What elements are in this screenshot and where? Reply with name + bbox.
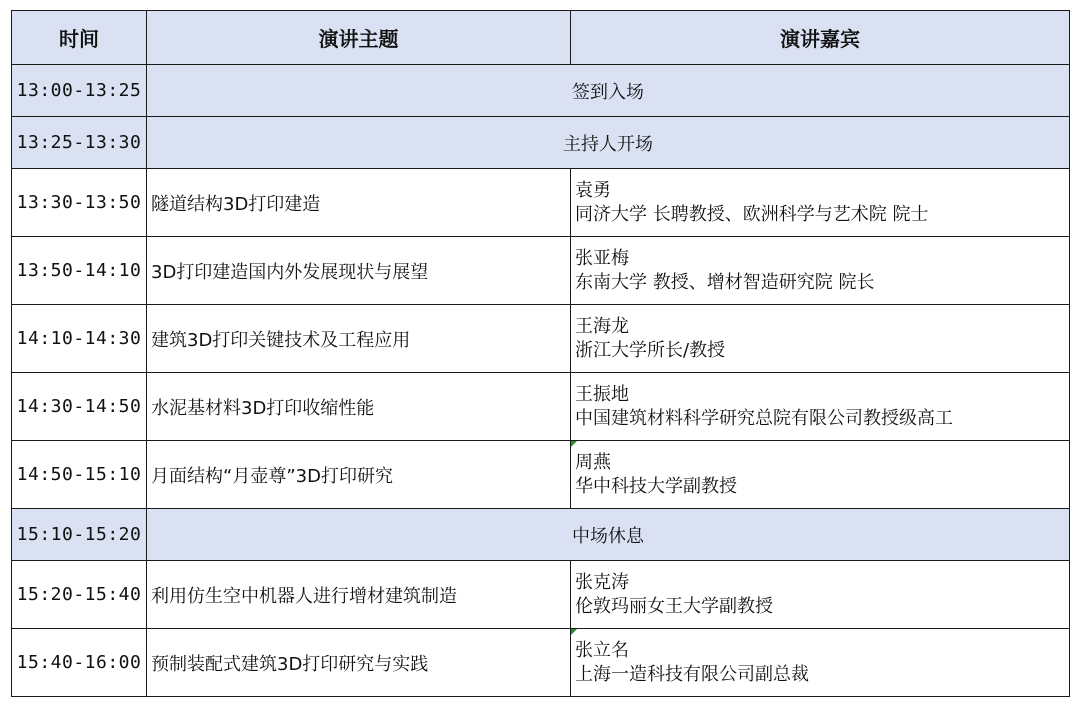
speaker-name: 王海龙 [575, 315, 629, 337]
time-cell: 14:50-15:10 [12, 441, 147, 509]
table-row [12, 237, 1070, 305]
session-cell: 签到入场 [147, 65, 1070, 117]
speaker-affiliation: 东南大学 教授、增材智造研究院 院长 [575, 271, 875, 293]
speaker-affiliation: 浙江大学所长/教授 [575, 339, 726, 361]
session-cell: 主持人开场 [147, 117, 1070, 169]
table-row [12, 373, 1070, 441]
topic-cell: 利用仿生空中机器人进行增材建筑制造 [147, 561, 571, 629]
topic-cell: 水泥基材料3D打印收缩性能 [147, 373, 571, 441]
speaker-name: 袁勇 [575, 179, 611, 201]
header-speaker: 演讲嘉宾 [571, 11, 1070, 65]
table-row [12, 629, 1070, 697]
session-cell: 中场休息 [147, 509, 1070, 561]
agenda-table [11, 10, 1070, 697]
speaker-name: 王振地 [575, 383, 629, 405]
speaker-name: 张亚梅 [575, 247, 629, 269]
speaker-cell [571, 305, 1070, 373]
time-cell: 15:20-15:40 [12, 561, 147, 629]
table-row [12, 169, 1070, 237]
header-row [12, 11, 1070, 65]
speaker-cell [571, 561, 1070, 629]
header-time: 时间 [12, 11, 147, 65]
topic-cell: 预制装配式建筑3D打印研究与实践 [147, 629, 571, 697]
table-row [12, 305, 1070, 373]
time-cell: 13:50-14:10 [12, 237, 147, 305]
cell-comment-flag-icon [571, 441, 577, 447]
speaker-cell [571, 169, 1070, 237]
speaker-cell [571, 237, 1070, 305]
speaker-cell [571, 441, 1070, 509]
time-cell: 13:00-13:25 [12, 65, 147, 117]
table-row-checkin [12, 65, 1070, 117]
time-cell: 14:10-14:30 [12, 305, 147, 373]
speaker-cell [571, 373, 1070, 441]
speaker-affiliation: 上海一造科技有限公司副总裁 [575, 663, 809, 685]
time-cell: 13:25-13:30 [12, 117, 147, 169]
table-row-host-opening [12, 117, 1070, 169]
speaker-name: 张立名 [575, 639, 629, 661]
topic-cell: 3D打印建造国内外发展现状与展望 [147, 237, 571, 305]
time-cell: 13:30-13:50 [12, 169, 147, 237]
topic-cell: 建筑3D打印关键技术及工程应用 [147, 305, 571, 373]
speaker-affiliation: 伦敦玛丽女王大学副教授 [575, 595, 773, 617]
table-row-break [12, 509, 1070, 561]
table-row [12, 561, 1070, 629]
speaker-name: 张克涛 [575, 571, 629, 593]
speaker-cell [571, 629, 1070, 697]
header-topic: 演讲主题 [147, 11, 571, 65]
table-row [12, 441, 1070, 509]
speaker-affiliation: 中国建筑材料科学研究总院有限公司教授级高工 [575, 407, 953, 429]
topic-cell: 月面结构“月壶尊”3D打印研究 [147, 441, 571, 509]
topic-cell: 隧道结构3D打印建造 [147, 169, 571, 237]
cell-comment-flag-icon [571, 629, 577, 635]
time-cell: 15:10-15:20 [12, 509, 147, 561]
time-cell: 15:40-16:00 [12, 629, 147, 697]
speaker-name: 周燕 [575, 451, 611, 473]
time-cell: 14:30-14:50 [12, 373, 147, 441]
speaker-affiliation: 华中科技大学副教授 [575, 475, 737, 497]
speaker-affiliation: 同济大学 长聘教授、欧洲科学与艺术院 院士 [575, 203, 929, 225]
